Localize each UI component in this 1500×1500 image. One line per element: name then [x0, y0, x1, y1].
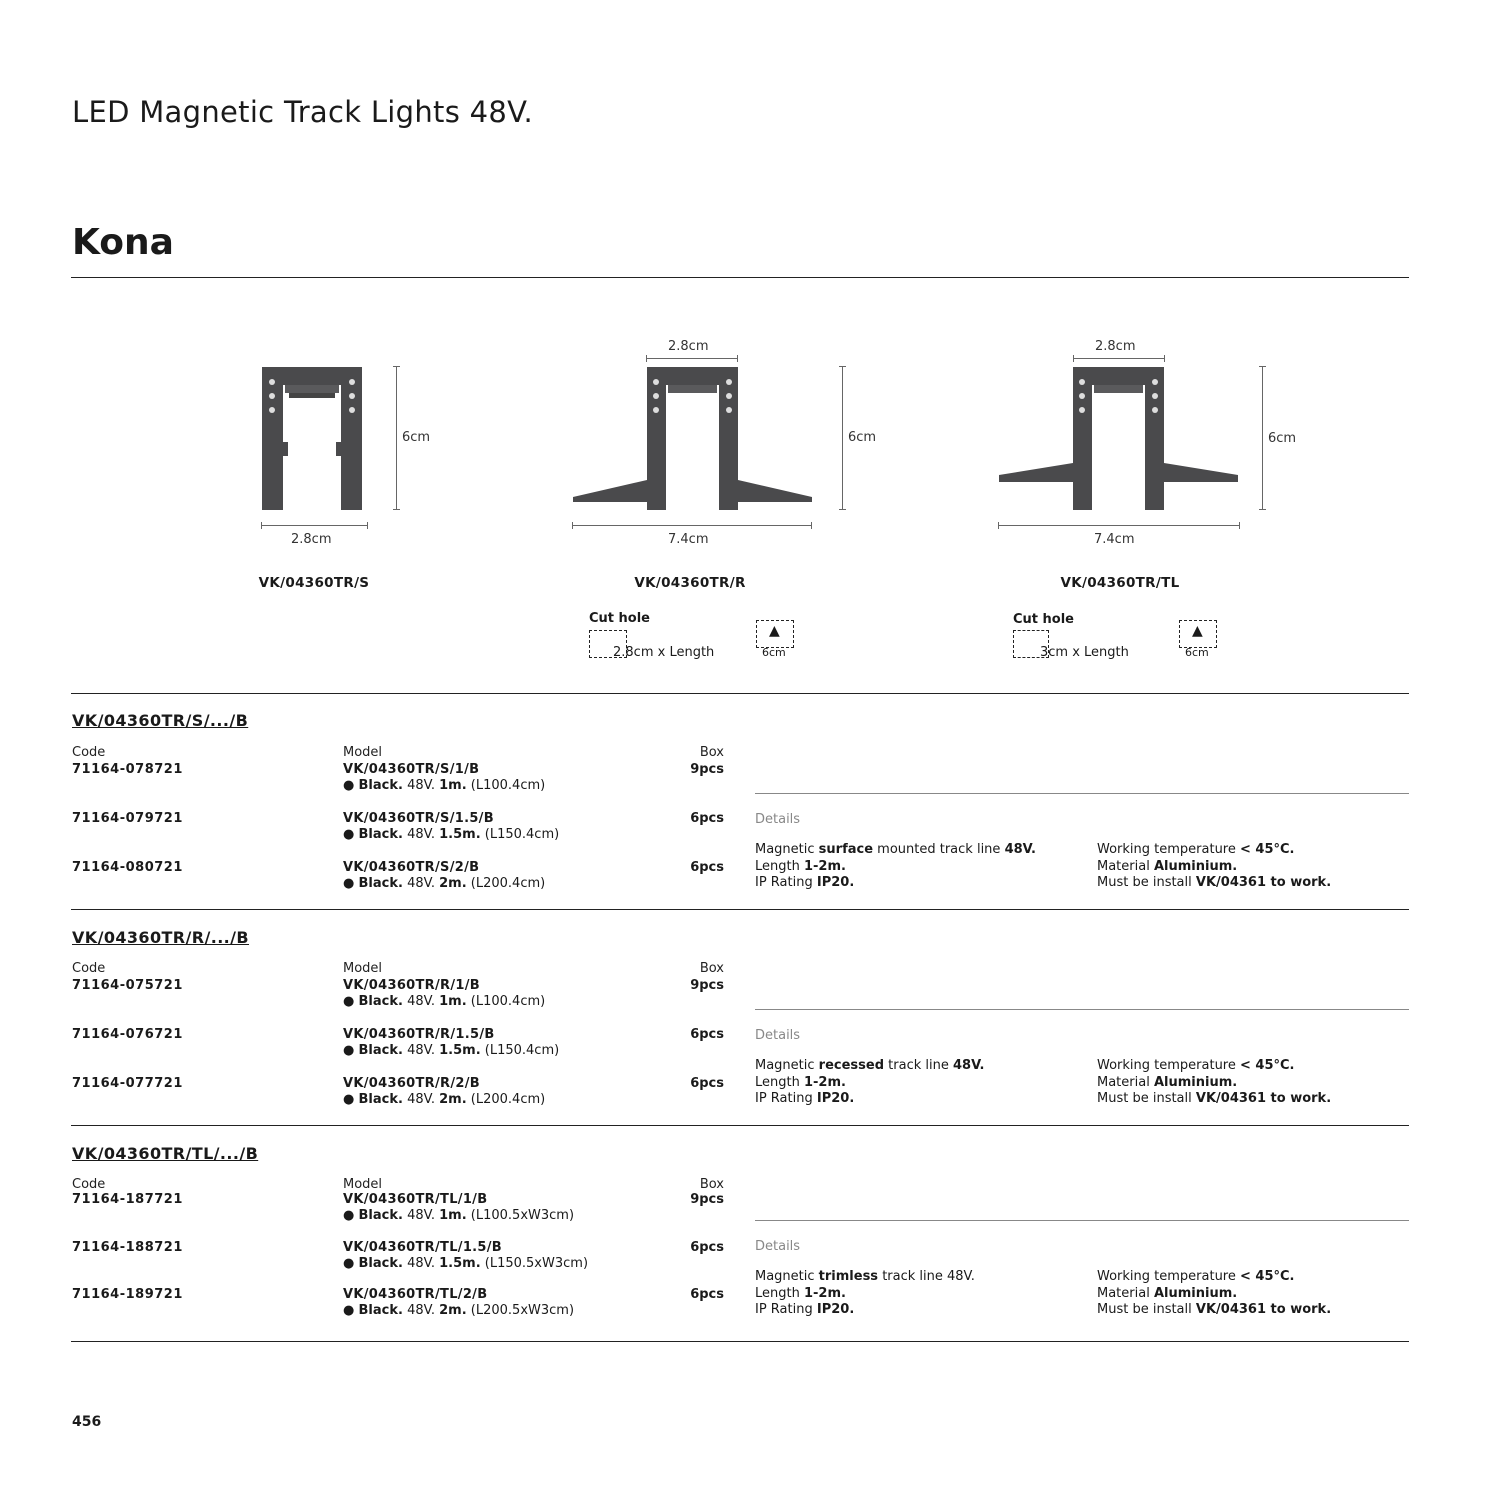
- product-model: VK/04360TR/TL/1/B: [343, 1192, 488, 1207]
- product-model: VK/04360TR/R/2/B: [343, 1076, 480, 1091]
- product-model: VK/04360TR/R/1/B: [343, 978, 480, 993]
- product-description: ● Black. 48V. 2m. (L200.4cm): [343, 1092, 546, 1107]
- box-quantity: 9pcs: [690, 762, 724, 777]
- product-model: VK/04360TR/TL/1.5/B: [343, 1240, 503, 1255]
- product-code: 71164-077721: [72, 1076, 183, 1091]
- box-quantity: 6pcs: [690, 1287, 724, 1302]
- product-code: 71164-075721: [72, 978, 183, 993]
- diagram-product-name: VK/04360TR/S: [258, 575, 370, 591]
- product-description: ● Black. 48V. 1m. (L100.5xW3cm): [343, 1208, 575, 1223]
- details-right: Working temperature < 45°C. Material Aluminium. Must be install VK/04361 to work.: [1097, 842, 1332, 890]
- box-quantity: 9pcs: [690, 978, 724, 993]
- product-model: VK/04360TR/TL/2/B: [343, 1287, 488, 1302]
- profile-drawing-recessed: [570, 362, 815, 514]
- box-quantity: 6pcs: [690, 1076, 724, 1091]
- product-code: 71164-078721: [72, 762, 183, 777]
- product-description: ● Black. 48V. 1.5m. (L150.4cm): [343, 827, 560, 842]
- cut-hole-label: Cut hole: [1013, 612, 1074, 627]
- cut-hole-depth: 6cm: [1185, 646, 1209, 659]
- box-quantity: 6pcs: [690, 1027, 724, 1042]
- product-description: ● Black. 48V. 2m. (L200.5xW3cm): [343, 1303, 575, 1318]
- top-width-dimension-line: [1073, 358, 1165, 359]
- page-title: LED Magnetic Track Lights 48V.: [72, 95, 534, 129]
- width-dimension-line: [572, 525, 812, 526]
- diagram-product-name: VK/04360TR/TL: [1060, 575, 1180, 591]
- details-divider: [755, 1220, 1409, 1221]
- profile-drawing-trimless: [996, 362, 1241, 514]
- box-column-label: Box: [699, 1177, 724, 1192]
- details-left: Magnetic surface mounted track line 48V. Length 1-2m. IP Rating IP20.: [755, 842, 1036, 890]
- height-dimension-line: [1262, 366, 1263, 510]
- section-divider: [71, 1125, 1409, 1126]
- height-dimension-line: [396, 366, 397, 510]
- box-quantity: 6pcs: [690, 1240, 724, 1255]
- product-model: VK/04360TR/S/1/B: [343, 762, 480, 777]
- code-column-label: Code: [72, 961, 106, 976]
- details-label: Details: [755, 1028, 801, 1043]
- top-width-dimension-line: [646, 358, 738, 359]
- header-divider: [71, 277, 1409, 278]
- depth-arrow-icon: ▲: [756, 620, 794, 648]
- width-label: 7.4cm: [668, 532, 709, 547]
- product-description: ● Black. 48V. 2m. (L200.4cm): [343, 876, 546, 891]
- product-description: ● Black. 48V. 1m. (L100.4cm): [343, 994, 546, 1009]
- code-column-label: Code: [72, 745, 106, 760]
- product-code: 71164-187721: [72, 1192, 183, 1207]
- details-label: Details: [755, 812, 801, 827]
- page-number: 456: [72, 1414, 102, 1430]
- product-description: ● Black. 48V. 1m. (L100.4cm): [343, 778, 546, 793]
- profile-drawing-surface: [255, 362, 375, 514]
- box-quantity: 6pcs: [690, 860, 724, 875]
- product-model: VK/04360TR/R/1.5/B: [343, 1027, 495, 1042]
- product-code: 71164-188721: [72, 1240, 183, 1255]
- product-code: 71164-080721: [72, 860, 183, 875]
- box-quantity: 6pcs: [690, 811, 724, 826]
- product-family-title: Kona: [72, 222, 174, 263]
- width-label: 7.4cm: [1094, 532, 1135, 547]
- height-label: 6cm: [402, 430, 431, 445]
- details-label: Details: [755, 1239, 801, 1254]
- height-label: 6cm: [1268, 431, 1297, 446]
- details-right: Working temperature < 45°C. Material Aluminium. Must be install VK/04361 to work.: [1097, 1269, 1332, 1317]
- top-width-label: 2.8cm: [668, 339, 709, 354]
- box-column-label: Box: [699, 961, 724, 976]
- height-label: 6cm: [848, 430, 877, 445]
- details-left: Magnetic recessed track line 48V. Length 1-2m. IP Rating IP20.: [755, 1058, 985, 1106]
- product-code: 71164-189721: [72, 1287, 183, 1302]
- section-divider: [71, 1341, 1409, 1342]
- width-dimension-line: [261, 525, 368, 526]
- details-divider: [755, 793, 1409, 794]
- section-heading: VK/04360TR/S/.../B: [72, 711, 249, 730]
- depth-arrow-icon: ▲: [1179, 620, 1217, 648]
- model-column-label: Model: [343, 1177, 383, 1192]
- code-column-label: Code: [72, 1177, 106, 1192]
- product-model: VK/04360TR/S/1.5/B: [343, 811, 494, 826]
- model-column-label: Model: [343, 961, 383, 976]
- section-heading: VK/04360TR/R/.../B: [72, 928, 250, 947]
- details-left: Magnetic trimless track line 48V. Length 1-2m. IP Rating IP20.: [755, 1269, 975, 1317]
- section-divider: [71, 693, 1409, 694]
- width-dimension-line: [998, 525, 1240, 526]
- cut-hole-size: 2.8cm x Length: [613, 645, 715, 660]
- cut-hole-depth: 6cm: [762, 646, 786, 659]
- box-column-label: Box: [699, 745, 724, 760]
- product-description: ● Black. 48V. 1.5m. (L150.4cm): [343, 1043, 560, 1058]
- diagram-product-name: VK/04360TR/R: [634, 575, 746, 591]
- details-right: Working temperature < 45°C. Material Aluminium. Must be install VK/04361 to work.: [1097, 1058, 1332, 1106]
- width-label: 2.8cm: [291, 532, 332, 547]
- top-width-label: 2.8cm: [1095, 339, 1136, 354]
- height-dimension-line: [842, 366, 843, 510]
- section-heading: VK/04360TR/TL/.../B: [72, 1144, 259, 1163]
- product-description: ● Black. 48V. 1.5m. (L150.5xW3cm): [343, 1256, 589, 1271]
- cut-hole-size: 3cm x Length: [1040, 645, 1129, 660]
- box-quantity: 9pcs: [690, 1192, 724, 1207]
- product-code: 71164-076721: [72, 1027, 183, 1042]
- section-divider: [71, 909, 1409, 910]
- details-divider: [755, 1009, 1409, 1010]
- product-code: 71164-079721: [72, 811, 183, 826]
- product-model: VK/04360TR/S/2/B: [343, 860, 480, 875]
- cut-hole-label: Cut hole: [589, 611, 650, 626]
- model-column-label: Model: [343, 745, 383, 760]
